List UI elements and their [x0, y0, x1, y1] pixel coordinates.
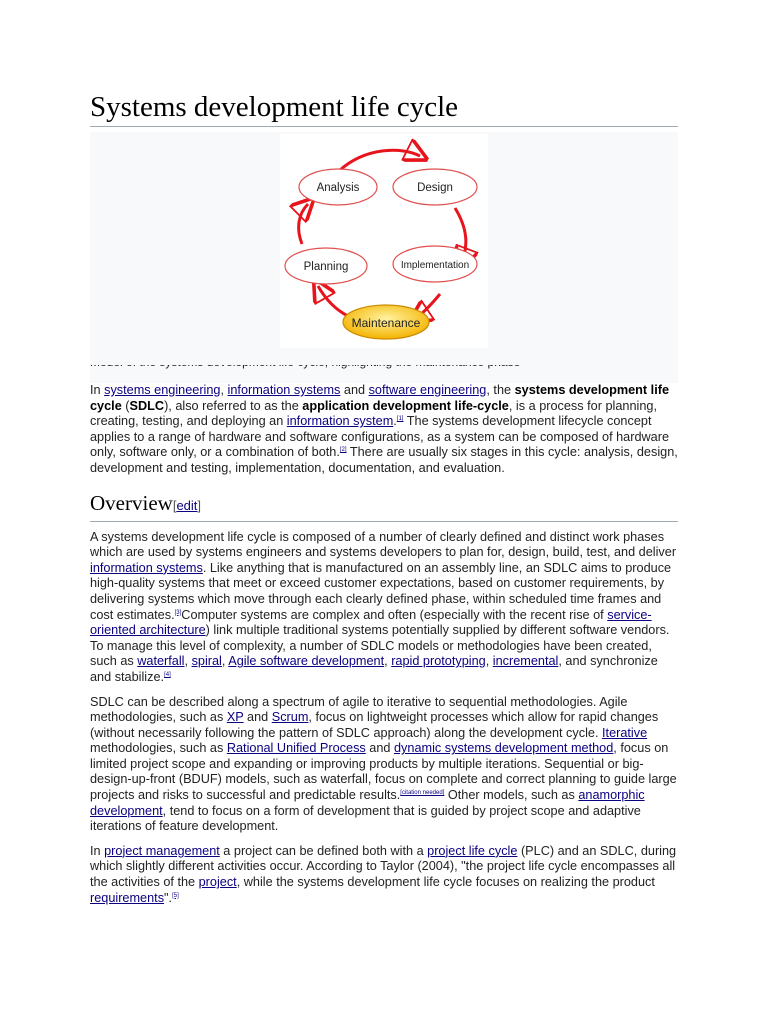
ref-2[interactable]: [2]	[339, 447, 347, 454]
link-spiral[interactable]: spiral	[191, 654, 222, 669]
link-xp[interactable]: XP	[226, 710, 244, 725]
node-maintenance-label: Maintenance	[351, 316, 421, 330]
edit-link[interactable]: edit	[176, 497, 198, 513]
ref-1[interactable]: [1]	[396, 416, 404, 423]
ref-4[interactable]: [4]	[164, 671, 171, 678]
ref-5[interactable]: [5]	[172, 892, 179, 899]
link-project[interactable]: project	[198, 875, 237, 890]
link-scrum[interactable]: Scrum	[271, 710, 309, 725]
link-information-systems-2[interactable]: information systems	[90, 560, 203, 575]
overview-paragraph-3: In project management a project can be defined both with a project life cycle (PLC) and an SDLC, during which slightly different activities occur. According to Taylor (2004), "the project life cycle encompasses all the activities of the project, while the systems development life cycle focuses on realizing the product requirements".[5]	[90, 843, 677, 905]
link-information-system[interactable]: information system	[286, 414, 394, 429]
link-agile[interactable]: Agile software development	[228, 654, 385, 669]
node-analysis-label: Analysis	[316, 182, 360, 194]
page-title: Systems development life cycle	[90, 90, 678, 127]
ref-3[interactable]: [3]	[174, 609, 182, 616]
link-anamorphic[interactable]: anamorphic development	[90, 788, 645, 818]
link-rup[interactable]: Rational Unified Process	[226, 741, 366, 756]
link-incremental[interactable]: incremental	[492, 654, 559, 669]
link-soa[interactable]: service-oriented architecture	[90, 607, 652, 638]
link-waterfall[interactable]: waterfall	[137, 654, 185, 669]
link-rapid-prototyping[interactable]: rapid prototyping	[391, 654, 486, 669]
link-information-systems[interactable]: information systems	[227, 383, 341, 397]
article-content	[90, 90, 678, 915]
link-requirements[interactable]: requirements	[90, 890, 165, 905]
link-software-engineering[interactable]: software engineering	[368, 383, 487, 397]
node-planning-label: Planning	[303, 261, 349, 273]
citation-needed[interactable]: [citation needed]	[400, 790, 445, 797]
node-design-label: Design	[417, 182, 453, 194]
link-project-life-cycle[interactable]: project life cycle	[427, 843, 518, 858]
overview-paragraph-2: SDLC can be described along a spectrum of agile to iterative to sequential methodologies. Agile methodologies, such as XP and Scrum, focus on lightweight processes which allow for rapid changes (without necessarily following the pattern of SDLC approach) along the development cycle. Iterative methodologies, such as Rational Unified Process and dynamic systems development method, focus on limited project scope and expanding or improving products by multiple iterations. Sequential or big-design-up-front (BDUF) models, such as waterfall, focus on complete and correct planning to guide large projects and risks to successful and predictable results.[citation needed] Other models, such as anamorphic development, tend to focus on a form of development that is guided by project scope and adaptive iterations of feature development.	[90, 694, 677, 834]
overview-paragraph-1: A systems development life cycle is composed of a number of clearly defined and distinct work phases which are used by systems engineers and systems developers to plan for, design, build, test, and deliver information systems. Like anything that is manufactured on an assembly line, an SDLC aims to produce high-quality systems that meet or exceed customer expectations, based on customer requirements, by delivering systems which move through each clearly defined phase, within scheduled time frames and cost estimates.[3]Computer systems are complex and often (especially with the recent rise of service-oriented architecture) link multiple traditional systems potentially supplied by different software vendors. To manage this level of complexity, a number of SDLC models or methodologies have been created, such as waterfall, spiral, Agile software development, rapid prototyping, incremental, and synchronize and stabilize.[4]	[90, 529, 677, 684]
section-heading-overview: Overview[edit]	[90, 491, 678, 522]
link-systems-engineering[interactable]: systems engineering	[104, 383, 221, 397]
sdlc-figure	[90, 132, 678, 365]
link-iterative[interactable]: Iterative	[602, 725, 648, 740]
sdlc-diagram	[280, 134, 488, 348]
node-implementation-label: Implementation	[400, 260, 470, 271]
intro-paragraph: In systems engineering, information systems and software engineering, the systems development life cycle (SDLC), also referred to as the application development life-cycle, is a process for planning, creating, testing, and deploying an information system.[1] The systems development lifecycle concept applies to a range of hardware and software configurations, as a system can be composed of hardware only, software only, or a combination of both.[2] There are usually six stages in this cycle: analysis, design, development and testing, implementation, documentation, and evaluation.	[90, 383, 678, 475]
link-project-management[interactable]: project management	[104, 843, 220, 858]
edit-section: [edit]	[172, 497, 202, 513]
link-dsdm[interactable]: dynamic systems development method	[393, 741, 614, 756]
